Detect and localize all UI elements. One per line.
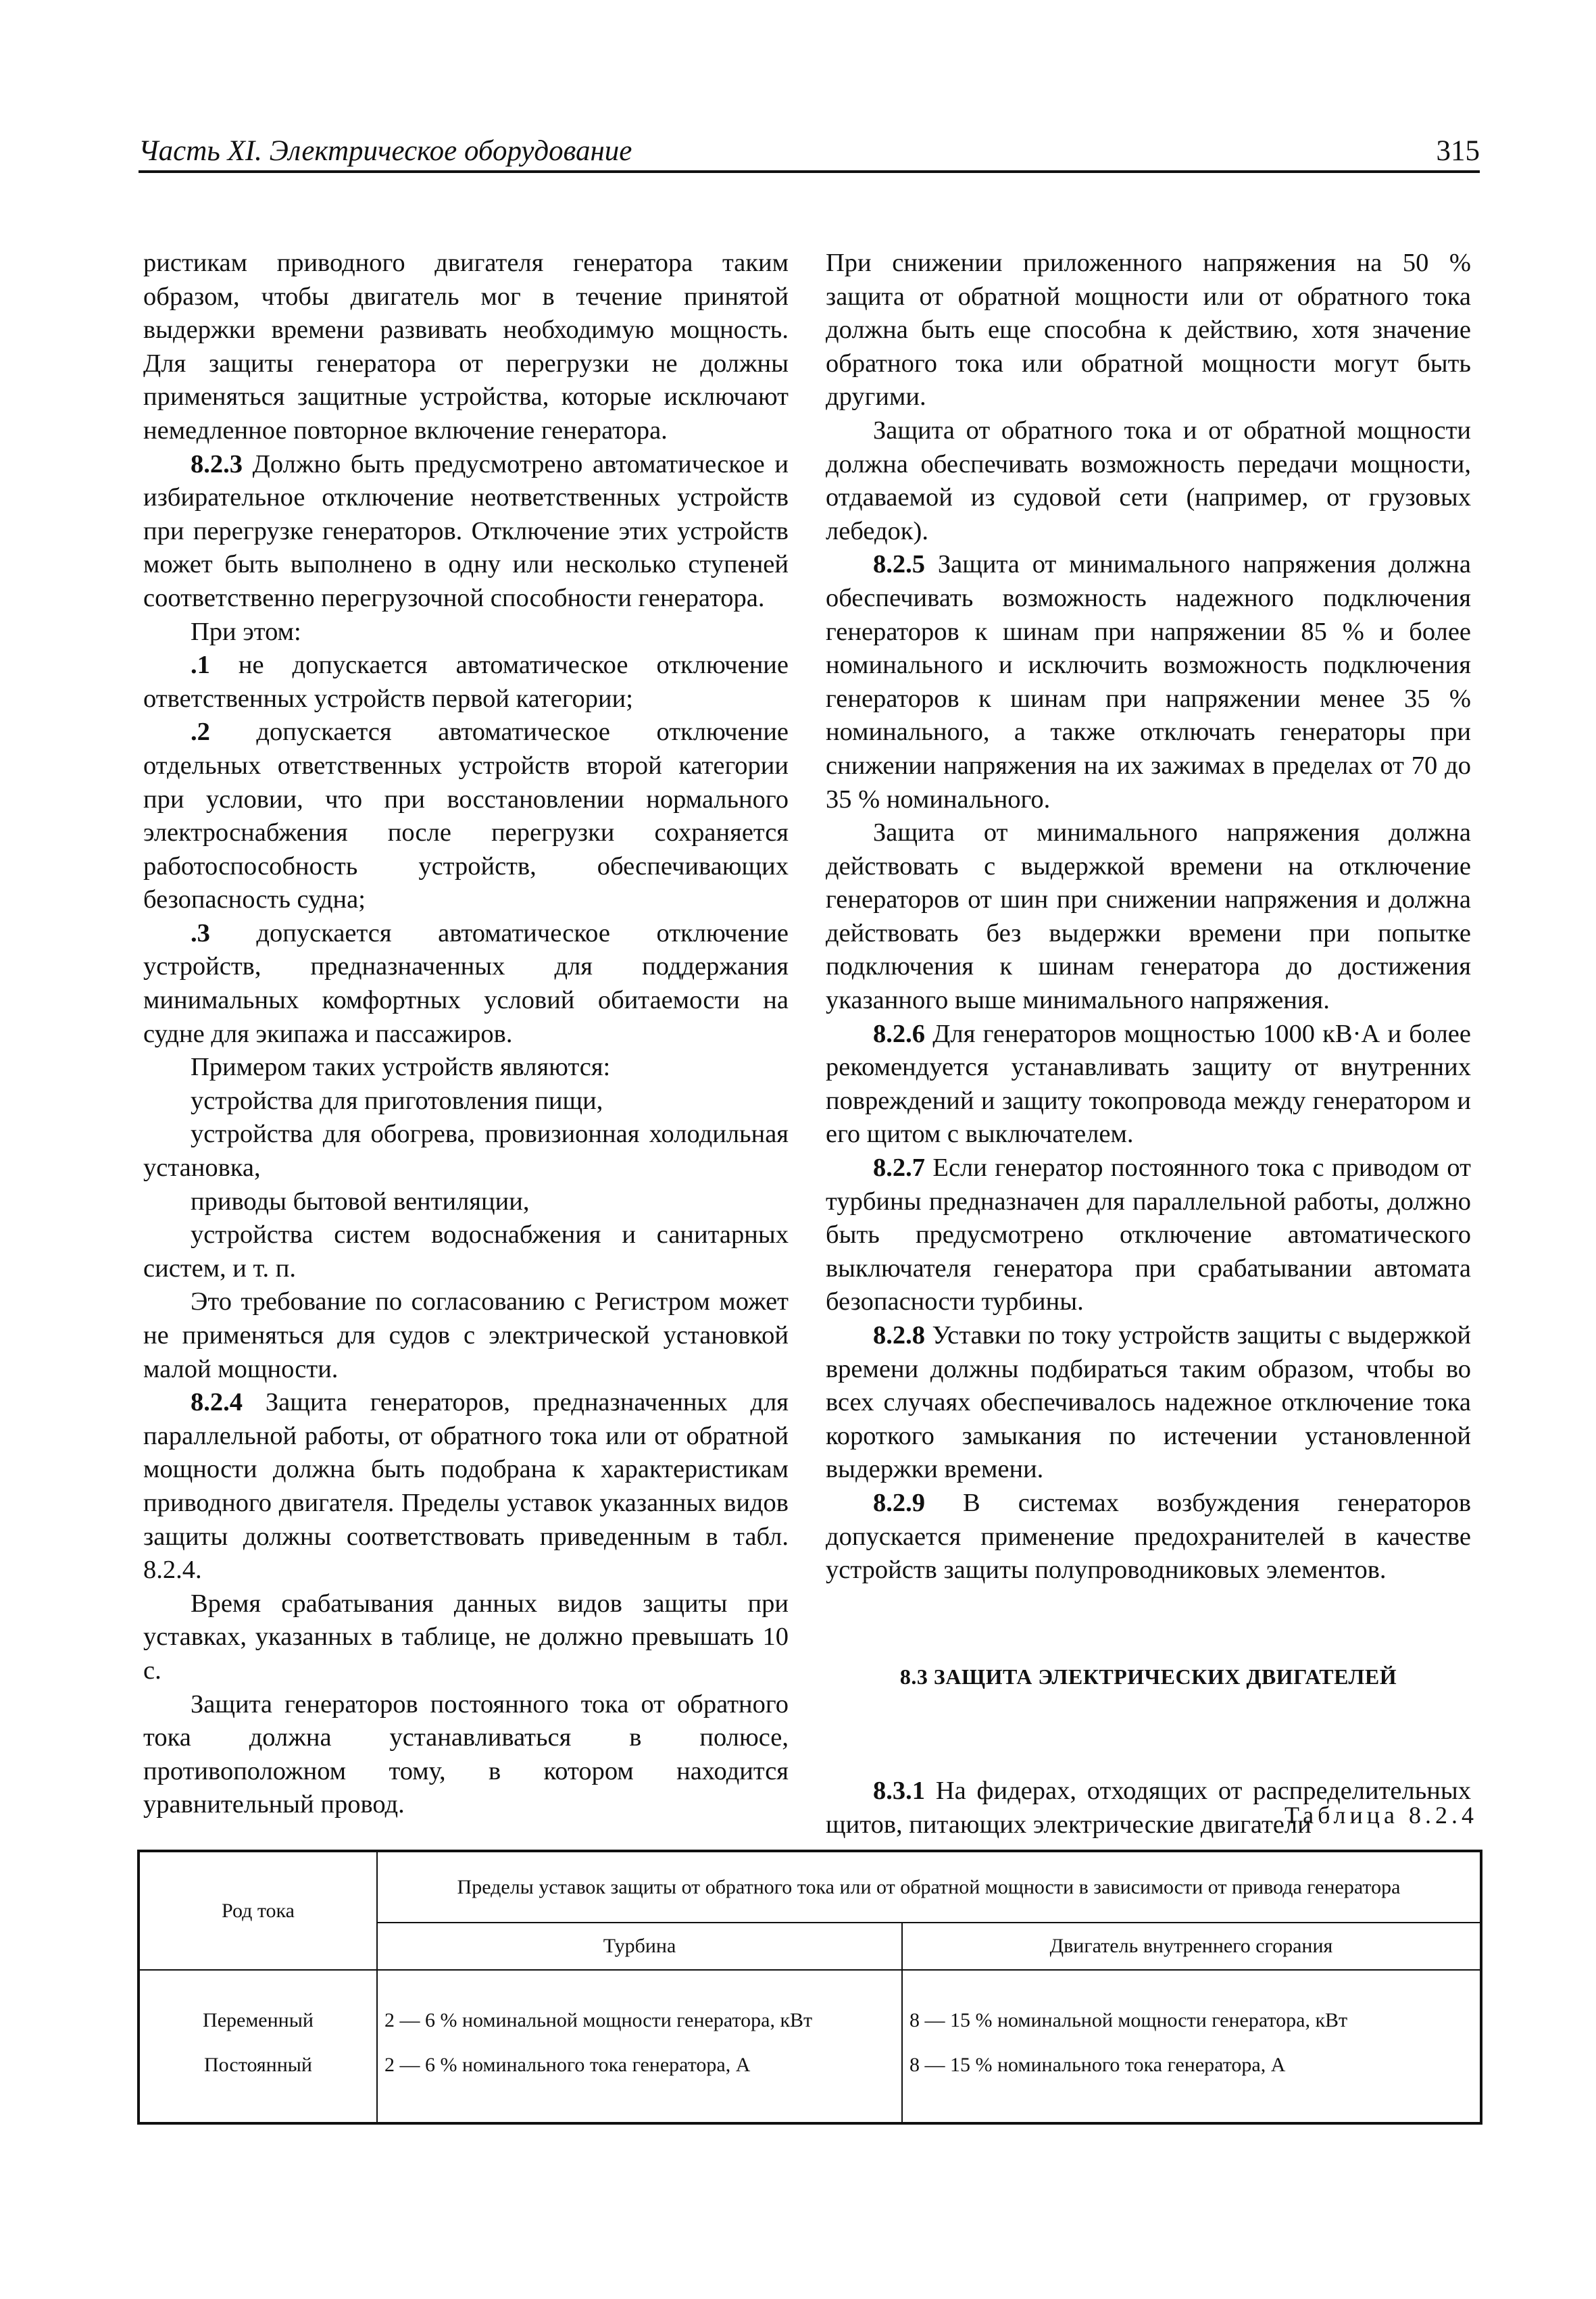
- clause-8-2-4: [143, 1386, 789, 1587]
- clause-text: Защита генераторов, предназначенных для параллельной работы, от обратного тока или от обратной мощности должна быть подобрана к характеристикам приводного двигателя. Пределы уставок указанных видов защиты должны соответствовать приведенным в табл. 8.2.4.: [143, 1388, 789, 1585]
- example-item: устройства систем водоснабжения и санитарных систем, и т. п.: [143, 1220, 789, 1283]
- item-number: .3: [191, 918, 210, 947]
- table-caption: Таблица 8.2.4: [1285, 1802, 1478, 1829]
- page-header: [139, 128, 1480, 173]
- clause-number: 8.2.6: [873, 1019, 925, 1048]
- header-group: Пределы уставок защиты от обратного тока или от обратной мощности в зависимости от привода генератора: [377, 1851, 1481, 1923]
- example-item: устройства для обогрева, провизионная холодильная установка,: [143, 1120, 789, 1183]
- item-text: допускается автоматическое отключение отдельных ответственных устройств второй категории при условии, что при восстановлении нормального электроснабжения после перегрузки сохраняется работоспособность устройств, обеспечивающих безопасность судна;: [143, 718, 789, 914]
- clause-number: 8.2.9: [873, 1488, 925, 1517]
- row-label: Переменный: [139, 1970, 377, 2042]
- page-number: 315: [1436, 135, 1480, 167]
- section-heading: 8.3 ЗАЩИТА ЭЛЕКТРИЧЕСКИХ ДВИГАТЕЛЕЙ: [899, 1664, 1397, 1689]
- clause-number: 8.2.5: [873, 550, 925, 579]
- clause-text: Должно быть предусмотрено автоматическое и избирательное отключение неответственных устройств при перегрузке генераторов. Отключение этих устройств может быть выполнено в одну или несколько ступеней соответственно перегрузочной способности генератора.: [143, 449, 789, 612]
- table-row: [139, 2042, 1481, 2123]
- clause-text: Для генераторов мощностью 1000 кВ·А и более рекомендуется устанавливать защиту от внутренних повреждений и защиту токопровода между генератором и его щитом с выключателем.: [826, 1019, 1471, 1149]
- clause-8-2-9: [826, 1487, 1471, 1587]
- clause-number: 8.2.3: [191, 449, 243, 478]
- example-item: приводы бытовой вентиляции,: [191, 1187, 530, 1216]
- table-header-row: [139, 1851, 1481, 1923]
- cell-turbine: 2 — 6 % номинального тока генератора, А: [377, 2042, 902, 2123]
- table-row: [139, 1970, 1481, 2042]
- paragraph: Примером таких устройств являются:: [191, 1053, 611, 1082]
- left-column: [143, 247, 789, 1822]
- clause-number: 8.2.8: [873, 1321, 925, 1350]
- list-item-2: [143, 716, 789, 917]
- clause-text: Если генератор постоянного тока с приводом от турбины предназначен для параллельной работы, должно быть предусмотрено отключение автоматического выключателя генератора при срабатывании автомата безопасности турбины.: [826, 1154, 1471, 1316]
- list-item-3: [143, 917, 789, 1051]
- paragraph: Защита от минимального напряжения должна действовать с выдержкой времени на отключение генераторов от шин при снижении напряжения и должна действовать без выдержки времени при попытке подключения к шинам генератора до достижения указанного выше минимального напряжения.: [826, 818, 1471, 1015]
- item-text: допускается автоматическое отключение устройств, предназначенных для поддержания минимальных комфортных условий обитаемости на судне для экипажа и пассажиров.: [143, 918, 789, 1048]
- header-turbine: Турбина: [377, 1923, 902, 1970]
- paragraph: При этом:: [191, 617, 301, 646]
- clause-8-2-3: [143, 448, 789, 616]
- clause-8-2-7: [826, 1152, 1471, 1319]
- cell-turbine: 2 — 6 % номинальной мощности генератора, кВт: [377, 1970, 902, 2042]
- item-number: .2: [191, 718, 210, 747]
- cell-engine: 8 — 15 % номинального тока генератора, А: [902, 2042, 1481, 2123]
- clause-text: На фидерах, отходящих от распределительных щитов, питающих электрические двигатели: [826, 1777, 1471, 1839]
- row-label: Постоянный: [139, 2042, 377, 2123]
- cell-engine: 8 — 15 % номинальной мощности генератора, кВт: [902, 1970, 1481, 2042]
- paragraph: При снижении приложенного напряжения на 50 % защита от обратной мощности или от обратного тока должна быть еще способна к действию, хотя значение обратного тока или обратной мощности могут быть другими.: [826, 249, 1471, 412]
- item-text: не допускается автоматическое отключение ответственных устройств первой категории;: [143, 651, 789, 713]
- clause-number: 8.2.7: [873, 1154, 925, 1183]
- clause-number: 8.3.1: [873, 1777, 925, 1806]
- example-item: устройства для приготовления пищи,: [191, 1086, 603, 1115]
- protection-settings-table: [137, 1850, 1482, 2125]
- clause-8-2-6: [826, 1018, 1471, 1152]
- paragraph: ристикам приводного двигателя генератора таким образом, чтобы двигатель мог в течение принятой выдержки времени развивать необходимую мощность. Для защиты генератора от перегрузки не должны применяться защитные устройства, которые исключают немедленное повторное включение генератора.: [143, 249, 789, 445]
- paragraph: Защита генераторов постоянного тока от обратного тока должна устанавливаться в полюсе, противоположном тому, в котором находится уравнительный провод.: [143, 1689, 789, 1819]
- clause-8-2-5: [826, 548, 1471, 816]
- item-number: .1: [191, 651, 210, 680]
- running-title: Часть XI. Электрическое оборудование: [139, 135, 632, 167]
- clause-text: В системах возбуждения генераторов допускается применение предохранителей в качестве устройств защиты полупроводниковых элементов.: [826, 1488, 1471, 1585]
- list-item-1: [143, 649, 789, 716]
- paragraph: Это требование по согласованию с Регистром может не применяться для судов с электрической установкой малой мощности.: [143, 1287, 789, 1383]
- clause-8-2-8: [826, 1319, 1471, 1487]
- paragraph: Время срабатывания данных видов защиты при уставках, указанных в таблице, не должно превышать 10 с.: [143, 1589, 789, 1685]
- clause-text: Уставки по току устройств защиты с выдержкой времени должны подбираться таким образом, чтобы во всех случаях обеспечивалось надежное отключение тока короткого замыкания по истечении установленной выдержки времени.: [826, 1321, 1471, 1484]
- header-current-type: Род тока: [139, 1851, 377, 1970]
- clause-number: 8.2.4: [191, 1388, 243, 1417]
- header-engine: Двигатель внутреннего сгорания: [902, 1923, 1481, 1970]
- right-column: [826, 247, 1471, 1842]
- paragraph: Защита от обратного тока и от обратной мощности должна обеспечивать возможность передачи мощности, отдаваемой из судовой сети (например, от грузовых лебедок).: [826, 416, 1471, 545]
- clause-text: Защита от минимального напряжения должна обеспечивать возможность надежного подключения генераторов к шинам при напряжении 85 % и более номинального и исключить возможность подключения генераторов к шинам при напряжении менее 35 % номинального, а также отключать генераторы при снижении напряжения на их зажимах в пределах от 70 до 35 % номинального.: [826, 550, 1471, 814]
